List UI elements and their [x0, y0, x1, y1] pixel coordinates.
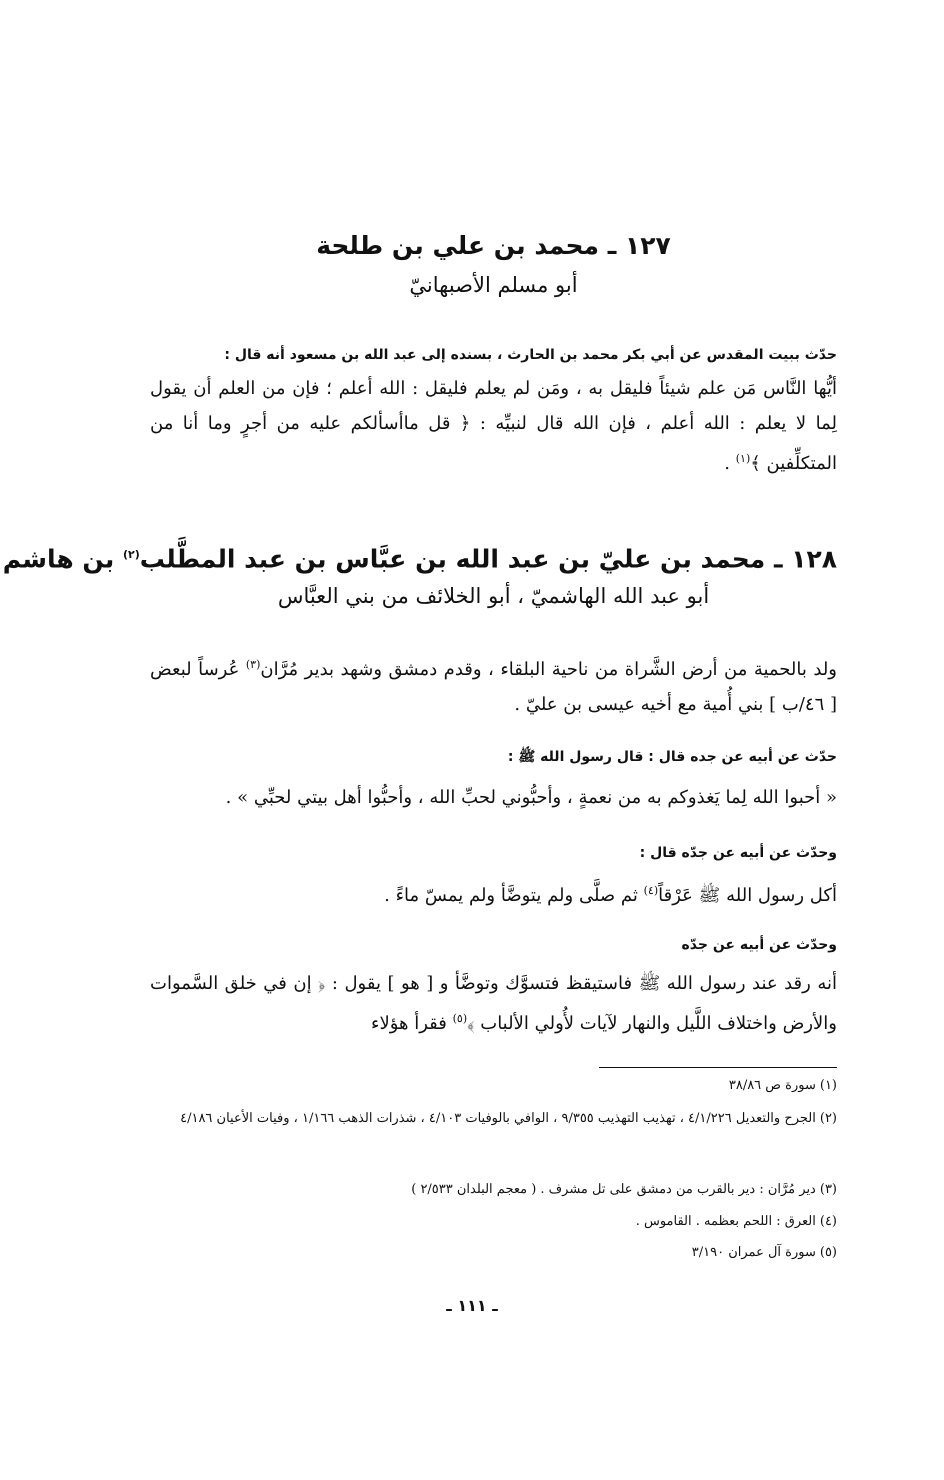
footnote-separator [599, 1067, 837, 1068]
footnote-3 [150, 1179, 837, 1201]
footnote-ref-2: (٢) [122, 548, 140, 561]
footnote-ref-1: (١) [735, 452, 751, 465]
entry-127-chain: حدّث ببيت المقدس عن أبي بكر محمد بن الحارث ، بسنده إلى عبد الله بن مسعود أنه قال : [224, 347, 837, 363]
entry-127-text-body: أيُّها النَّاس مَن علم شيئاً فليقل به ، ومَن لم يعلم فليقل : الله أعلم ؛ فإن من العلم أن يقول لِما لا يعلم : الله أعلم ، فإن الله قال لنبيِّه : ﴿ قل ماأسألكم عليه من أجرٍ وما أنا من المتكلِّفين ﴾ [150, 378, 838, 474]
footnote-ref-5: (٥) [452, 1012, 468, 1025]
hadith-1-chain: حدّث عن أبيه عن جده قال : قال رسول الله ﷺ : [507, 749, 837, 765]
footnote-4-text: العرق : اللحم بعظمه . القاموس . [635, 1214, 816, 1229]
footnote-1 [150, 1075, 837, 1097]
hadith-1-text: « أحبوا الله لِما يَغذوكم به من نعمةٍ ، وأحبُّوني لحبِّ الله ، وأحبُّوا أهل بيتي لحبِّي » . [225, 787, 837, 808]
page-number: ـ ١١١ ـ [446, 1296, 498, 1315]
footnote-5 [150, 1242, 837, 1264]
hadith-3-text-a: أنه رقد عند رسول الله ﷺ فاستيقظ فتسوَّك وتوضَّأ و [ هو ] يقول : ﴿ إن في خلق السَّموات والأرض واختلاف اللَّيل والنهار لآيات لأُولي الألباب ﴾ [150, 973, 837, 1034]
footnote-4-num: (٤) [819, 1214, 837, 1229]
footnote-1-num: (١) [819, 1078, 837, 1093]
footnote-2-num: (٢) [819, 1111, 837, 1126]
footnote-4 [150, 1211, 837, 1233]
entry-128-subtitle: أبو عبد الله الهاشميّ ، أبو الخلائف من بني العبَّاس [277, 584, 710, 608]
footnote-ref-3: (٣) [245, 658, 261, 671]
footnote-3-num: (٣) [819, 1182, 837, 1197]
entry-128-title-main: ١٢٨ ـ محمد بن عليّ بن عبد الله بن عبَّاس بن عبد المطَّلب [139, 544, 837, 574]
footnote-1-text: سورة ص ٣٨/٨٦ [728, 1078, 816, 1093]
entry-128-bio [150, 647, 837, 722]
entry-128-title [2, 537, 837, 577]
hadith-2-text [150, 876, 837, 911]
footnote-2 [150, 1108, 837, 1130]
hadith-2-chain: وحدّث عن أبيه عن جدّه قال : [639, 845, 837, 861]
hadith-3-chain: وحدّث عن أبيه عن جدّه [681, 937, 837, 953]
footnote-5-num: (٥) [819, 1245, 837, 1260]
hadith-3-text-b: فقرأ هؤلاء [371, 1013, 453, 1034]
footnote-ref-4: (٤) [643, 884, 659, 897]
hadith-2-text-b: ثم صلَّى ولم يتوضَّأ ولم يمسّ ماءً . [384, 885, 644, 906]
entry-127-title: ١٢٧ ـ محمد بن علي بن طلحة [316, 231, 671, 260]
hadith-2-text-a: أكل رسول الله ﷺ عَرْقاً [658, 885, 837, 906]
entry-128-bio-b: عُرساً لبعض [ ٤٦/ب ] بني أُمية مع أخيه عيسى بن عليّ . [150, 659, 837, 715]
hadith-3-text [150, 966, 837, 1041]
entry-128-bio-a: ولد بالحمية من أرض الشَّراة من ناحية البلقاء ، وقدم دمشق وشهد بدير مُرَّان [260, 659, 837, 680]
footnote-3-text: دير مُرَّان : دير بالقرب من دمشق على تل مشرف . ( معجم البلدان ٢/٥٣٣ ) [411, 1182, 816, 1197]
entry-127-text [150, 371, 837, 481]
footnote-5-text: سورة آل عمران ٣/١٩٠ [691, 1245, 816, 1260]
entry-128-title-end: بن هاشم [2, 544, 123, 574]
entry-127-text-end: . [724, 453, 736, 474]
entry-127-subtitle: أبو مسلم الأصبهانيّ [409, 273, 578, 297]
footnote-2-text: الجرح والتعديل ٤/١/٢٢٦ ، تهذيب التهذيب ٩/٣٥٥ ، الوافي بالوفيات ٤/١٠٣ ، شذرات الذهب ١/١٦٦ ، وفيات الأعيان ٤/١٨٦ [180, 1111, 816, 1126]
